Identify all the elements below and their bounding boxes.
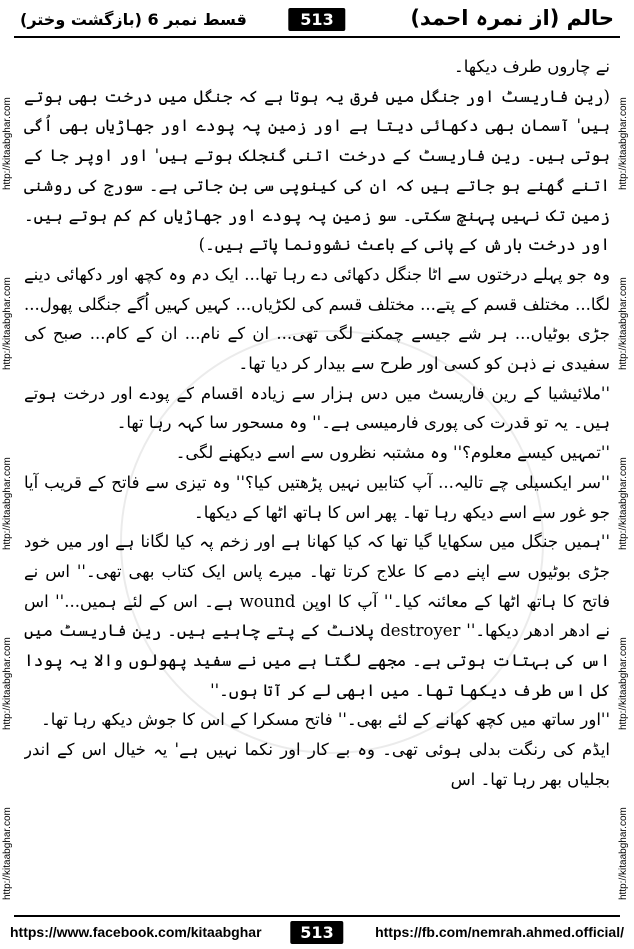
paragraph: نے چاروں طرف دیکھا۔ [454,57,610,76]
footer-rule [14,915,620,917]
paragraph: وہ جو پہلے درختوں سے اٹا جنگل دکھائی دے رہا تھا... ایک دم وہ کچھ اور دکھائی دینے لگا... مختلف قسم کے پتے... مختلف قسم کی لکڑیاں... کہیں کہیں اُگے جنگلی پھول... جڑی بوٹیاں... ہر شے جیسے چمکنے لگی تھی... ان کے نام... ان کے کام... صبح کی سفیدی نے ذہن کو کسی اور طرح سے بیدار کر دیا تھا۔ [24,264,610,374]
paragraph: ''سر ایکسیلی چے تالیہ... آپ کتابیں نہیں پڑھتیں کیا؟'' وہ تیزی سے فاتح کے قریب آیا جو غور سے اسے دیکھ رہا تھا۔ پھر اس کا ہاتھ اٹھا کے دیکھا۔ [24,472,610,522]
page-header [14,6,620,36]
fb-official-link[interactable]: https://fb.com/nemrah.ahmed.official/ [375,924,624,940]
novel-title: حالم (از نمرہ احمد) [410,6,614,30]
side-url-text: http://kitaabghar.com [2,457,13,550]
side-url-text: http://kitaabghar.com [618,277,629,370]
paragraph: (رین فاریسٹ اور جنگل میں فرق یہ ہوتا ہے کہ جنگل میں درخت بھی ہوتے ہیں' آسمان بھی دکھائی دیتا ہے اور زمین پہ پودے اور جھاڑیاں بھی اُگی ہوتی ہیں۔ رین فاریسٹ کے درخت اتنی گنجلک ہوتے ہیں' اور اوپر جا کے اتنے گھنے ہو جاتے ہیں کہ ان کی کینوپی سی بن جاتی ہے۔ سورج کی روشنی زمین تک نہیں پہنچ سکتی۔ سو زمین پہ پودے اور جھاڑیاں کم کم ہوتے ہیں۔ اور درخت بارش کے پانی کے باعث نشوونما پاتے ہیں۔) [24,86,610,255]
story-body [24,52,610,907]
side-url-text: http://kitaabghar.com [2,807,13,900]
paragraph: ''ہمیں جنگل میں سکھایا گیا تھا کہ کیا کھانا ہے اور زخم پہ کیا لگانا ہے اور میں خود جڑی بوٹیوں سے اپنے دمے کا علاج کرتا تھا۔ میرے پاس ایک کتاب بھی تھی۔'' اس نے فاتح کا ہاتھ اٹھا کے معائنہ کیا۔'' آپ کا اوپن wound ہے۔ اس کے لئے ہمیں...'' اس نے ادھر ادھر دیکھا۔'' destroyer پلانٹ کے پتے چاہیے ہیں۔ رین فاریسٹ میں اس کی بہتات ہوتی ہے۔ مجھے لگتا ہے میں نے سفید پھولوں والا یہ پودا کل اس طرف دیکھا تھا۔ میں ابھی لے کر آتا ہوں۔'' [24,532,610,700]
side-url-left [2,40,16,909]
paragraph: ''تمہیں کیسے معلوم؟'' وہ مشتبہ نظروں سے اسے دیکھنے لگی۔ [175,443,610,463]
paragraph: ''اور ساتھ میں کچھ کھانے کے لئے بھی۔'' فاتح مسکرا کے اس کا جوش دیکھ رہا تھا۔ [41,710,610,730]
paragraph: ''ملائیشیا کے رین فاریسٹ میں دس ہزار سے زیادہ اقسام کے پودے اور درخت ہوتے ہیں۔ یہ تو قدرت کی پوری فارمیسی ہے۔'' وہ مسحور سا کہہ رہا تھا۔ [24,383,610,433]
facebook-link[interactable]: https://www.facebook.com/kitaabghar [10,924,262,940]
side-url-text: http://kitaabghar.com [2,97,13,190]
side-url-text: http://kitaabghar.com [618,97,629,190]
side-url-text: http://kitaabghar.com [2,637,13,730]
side-url-text: http://kitaabghar.com [618,457,629,550]
header-rule [14,36,620,38]
episode-label: قسط نمبر 6 (بازگشت وختر) [20,10,247,29]
side-url-text: http://kitaabghar.com [618,637,629,730]
side-url-text: http://kitaabghar.com [2,277,13,370]
page-number-badge: 513 [288,8,345,31]
side-url-text: http://kitaabghar.com [618,807,629,900]
paragraph: ایڈم کی رنگت بدلی ہوئی تھی۔ وہ بے کار اور نکما نہیں ہے' یہ خیال اس کے اندر بجلیاں بھر رہا تھا۔ اس [24,740,610,789]
page-footer [0,915,634,949]
side-url-right [618,40,632,909]
footer-page-number: 513 [290,921,343,944]
